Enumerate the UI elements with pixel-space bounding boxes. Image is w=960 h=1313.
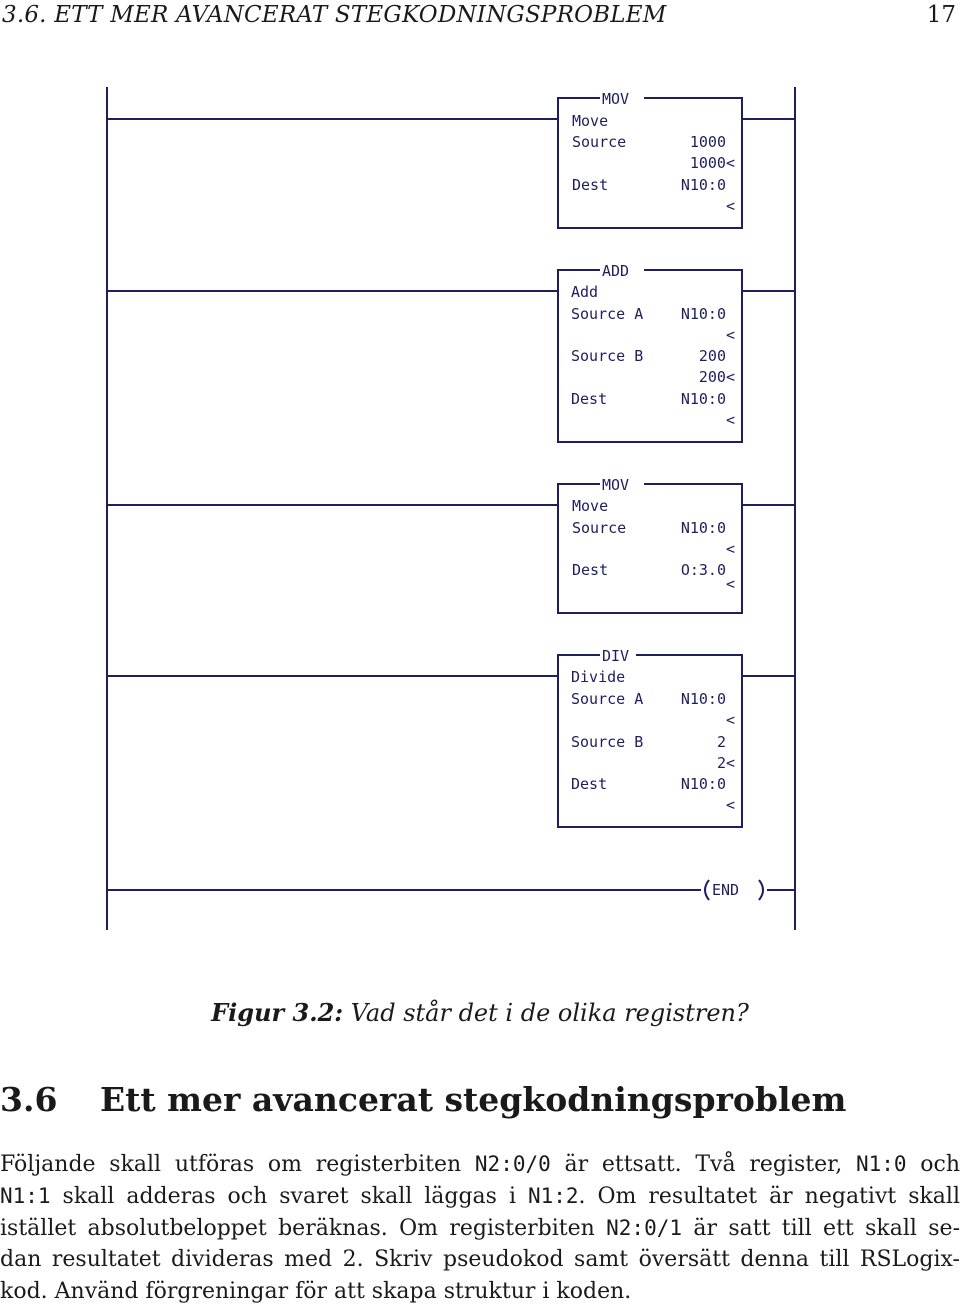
- div-block-label-source-a: Source A: [571, 690, 644, 708]
- mov-block-1-value-dest: N10:0: [680, 176, 726, 194]
- div-block-value-source-a-live: <: [725, 711, 735, 729]
- running-header-section: 3.6. ETT MER AVANCERAT STEGKODNINGSPROBLEM: [2, 2, 667, 28]
- add-block-value-source-b-live: 200<: [698, 368, 735, 386]
- ladder-diagram-figure: [0, 75, 960, 945]
- add-block-label-dest: Dest: [571, 390, 608, 408]
- rung-4: [107, 646, 795, 827]
- figure-caption: [0, 998, 960, 1027]
- mov-block-1-value-source: 1000: [689, 133, 726, 151]
- page-number: 17: [926, 2, 956, 28]
- mov-block-2-value-source: N10:0: [680, 519, 726, 537]
- line-2-text-b: . Om resultatet är negativt skall: [578, 1184, 960, 1209]
- register-bit-n2-0-1: N2:0/1: [606, 1216, 682, 1240]
- figure-caption-text: Vad står det i de olika registren?: [350, 999, 749, 1027]
- register-n1-1: N1:1: [0, 1184, 51, 1208]
- section-heading: [0, 1080, 846, 1119]
- mov-block-2-label-dest: Dest: [572, 561, 609, 579]
- div-block-value-source-b: 2: [716, 733, 726, 751]
- div-block-label-source-b: Source B: [571, 733, 644, 751]
- mov-block-2-name: Move: [572, 497, 609, 515]
- add-block-value-dest: N10:0: [680, 390, 726, 408]
- paragraph-line-4: dan resultatet divideras med 2. Skriv pseudokod samt översätt denna till RSLogix-: [0, 1247, 960, 1272]
- mov-block-2-value-source-live: <: [725, 540, 735, 558]
- line-1-text-a: Följande skall utföras om registerbiten: [0, 1152, 475, 1177]
- line-3-text-b: är satt till ett skall se-: [682, 1216, 960, 1241]
- rung-1: [107, 89, 795, 228]
- add-block-name: Add: [571, 283, 599, 301]
- div-block-title: DIV: [602, 647, 630, 665]
- add-block-title: ADD: [602, 262, 630, 280]
- rung-2: [107, 261, 795, 442]
- div-block-value-source-b-live: 2<: [716, 754, 735, 772]
- div-block-value-source-a: N10:0: [680, 690, 726, 708]
- div-block-name: Divide: [571, 668, 626, 686]
- end-bracket-left: [705, 880, 709, 900]
- add-block-label-source-b: Source B: [571, 347, 644, 365]
- mov-block-2-label-source: Source: [572, 519, 627, 537]
- ladder-diagram-svg: [0, 75, 960, 945]
- mov-block-1-label-source: Source: [572, 133, 627, 151]
- mov-block-1-label-dest: Dest: [572, 176, 609, 194]
- paragraph-line-5: kod. Använd förgreningar för att skapa struktur i koden.: [0, 1279, 632, 1304]
- rung-end: [107, 880, 795, 900]
- div-block-label-dest: Dest: [571, 775, 608, 793]
- line-2-text-a: skall adderas och svaret skall läggas i: [50, 1184, 528, 1209]
- mov-block-1-title: MOV: [602, 90, 630, 108]
- add-block-value-source-b: 200: [698, 347, 726, 365]
- add-block-value-source-a-live: <: [725, 326, 735, 344]
- add-block-value-source-a: N10:0: [680, 305, 726, 323]
- rung-3: [107, 475, 795, 613]
- mov-block-1-value-source-live: 1000<: [689, 154, 735, 172]
- paragraph-line-3: [0, 1212, 960, 1244]
- mov-block-2-title: MOV: [602, 476, 630, 494]
- paragraph-line-1: [0, 1148, 960, 1180]
- line-1-text-b: är ettsatt. Två register,: [550, 1152, 856, 1177]
- line-3-text-a: istället absolutbeloppet beräknas. Om registerbiten: [0, 1216, 607, 1241]
- register-n1-0: N1:0: [855, 1152, 907, 1176]
- figure-caption-label: Figur 3.2:: [211, 998, 344, 1027]
- running-header: [2, 2, 958, 36]
- line-1-text-c: och: [906, 1152, 960, 1177]
- register-n1-2: N1:2: [527, 1184, 579, 1208]
- register-bit-n2-0-0: N2:0/0: [474, 1152, 551, 1176]
- body-paragraph: [0, 1148, 960, 1308]
- mov-block-1-name: Move: [572, 112, 609, 130]
- div-block-value-dest: N10:0: [680, 775, 726, 793]
- mov-block-1-value-dest-live: <: [725, 197, 735, 215]
- end-bracket-right: [759, 880, 763, 900]
- paragraph-line-2: [0, 1180, 960, 1212]
- add-block-value-dest-live: <: [725, 411, 735, 429]
- mov-block-2-value-dest: O:3.0: [680, 561, 726, 579]
- div-block-value-dest-live: <: [725, 796, 735, 814]
- add-block-label-source-a: Source A: [571, 305, 644, 323]
- section-number: 3.6: [0, 1080, 58, 1119]
- section-title: Ett mer avancerat stegkodningsproblem: [100, 1080, 847, 1119]
- mov-block-2-value-dest-live: <: [725, 575, 735, 593]
- end-instruction-label: END: [712, 881, 740, 899]
